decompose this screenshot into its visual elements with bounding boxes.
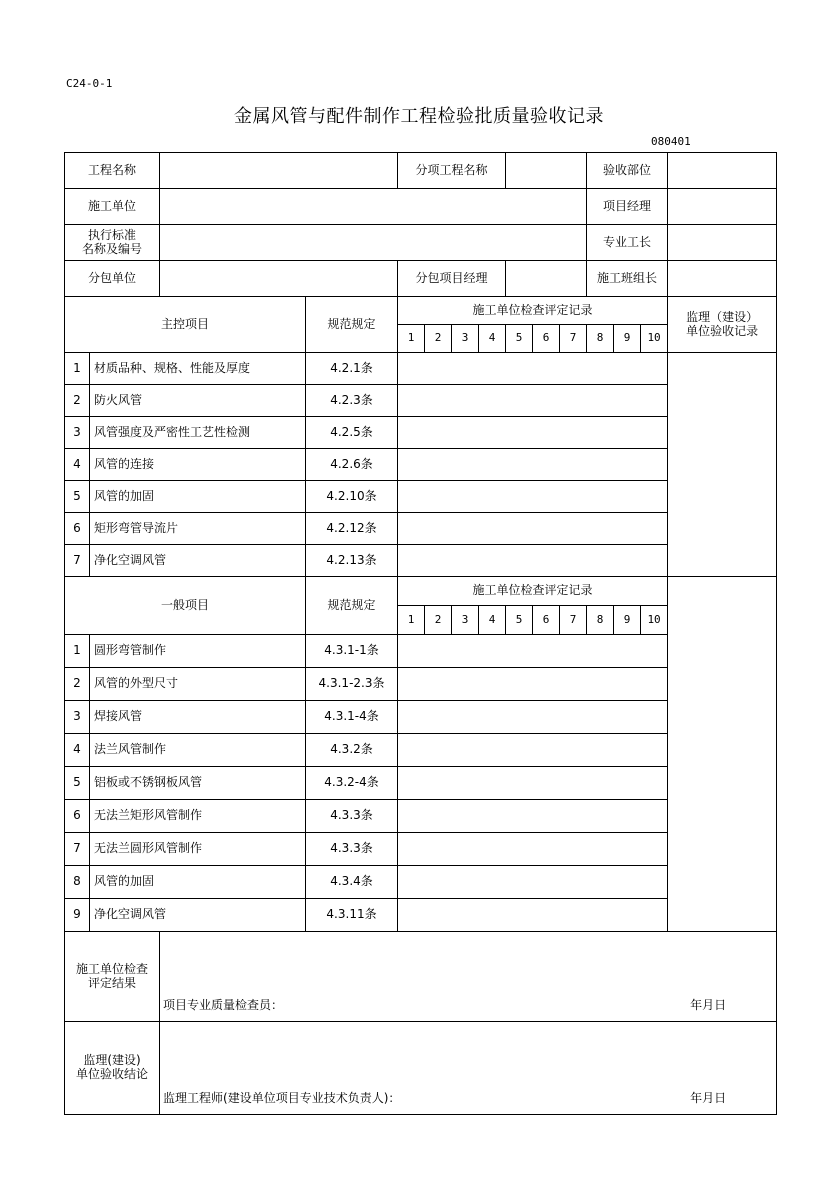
item-name: 无法兰矩形风管制作	[90, 800, 306, 833]
item-number: 8	[65, 866, 90, 899]
item-record-field[interactable]	[398, 734, 668, 767]
item-number: 9	[65, 899, 90, 932]
item-name: 风管强度及严密性工艺性检测	[90, 417, 306, 449]
item-record-field[interactable]	[398, 899, 668, 932]
item-spec: 4.2.10条	[306, 481, 398, 513]
item-name: 风管的加固	[90, 481, 306, 513]
item-name: 铝板或不锈钢板风管	[90, 767, 306, 800]
item-spec: 4.2.12条	[306, 513, 398, 545]
result-label-line1: 施工单位检查	[76, 961, 149, 976]
main-supervisor-field[interactable]	[668, 353, 777, 577]
col-number: 3	[452, 606, 479, 635]
item-record-field[interactable]	[398, 545, 668, 577]
item-spec: 4.3.3条	[306, 800, 398, 833]
conclusion-label	[65, 1022, 160, 1115]
header-row	[65, 261, 777, 297]
conclusion-field[interactable]	[160, 1022, 777, 1115]
col-number: 6	[533, 325, 560, 353]
subcontract-unit-label: 分包单位	[65, 261, 160, 297]
result-row	[65, 932, 777, 1022]
col-number: 4	[479, 325, 506, 353]
item-number: 4	[65, 449, 90, 481]
date-label: 年月日	[690, 998, 727, 1013]
item-name: 圆形弯管制作	[90, 635, 306, 668]
item-number: 5	[65, 767, 90, 800]
form-number: 080401	[651, 135, 691, 148]
main-record-label: 施工单位检查评定记录	[398, 297, 668, 325]
subcontract-unit-field[interactable]	[160, 261, 398, 297]
item-spec: 4.2.6条	[306, 449, 398, 481]
project-name-label: 工程名称	[65, 153, 160, 189]
item-name: 风管的外型尺寸	[90, 668, 306, 701]
item-name: 无法兰圆形风管制作	[90, 833, 306, 866]
item-name: 风管的连接	[90, 449, 306, 481]
item-spec: 4.3.3条	[306, 833, 398, 866]
item-record-field[interactable]	[398, 635, 668, 668]
item-spec: 4.2.1条	[306, 353, 398, 385]
item-number: 3	[65, 417, 90, 449]
item-record-field[interactable]	[398, 800, 668, 833]
standard-label-line2: 名称及编号	[82, 241, 143, 256]
table-row	[65, 353, 777, 385]
result-label	[65, 932, 160, 1022]
item-name: 防火风管	[90, 385, 306, 417]
item-record-field[interactable]	[398, 385, 668, 417]
item-number: 4	[65, 734, 90, 767]
item-spec: 4.3.1-2.3条	[306, 668, 398, 701]
col-number: 9	[614, 606, 641, 635]
header-row	[65, 189, 777, 225]
item-name: 净化空调风管	[90, 899, 306, 932]
col-number: 9	[614, 325, 641, 353]
result-field[interactable]	[160, 932, 777, 1022]
item-number: 1	[65, 353, 90, 385]
item-spec: 4.3.1-4条	[306, 701, 398, 734]
col-number: 2	[425, 325, 452, 353]
specialty-foreman-label: 专业工长	[587, 225, 668, 261]
inspector-label: 项目专业质量检查员：	[163, 998, 284, 1013]
item-record-field[interactable]	[398, 767, 668, 800]
subcontract-manager-label: 分包项目经理	[398, 261, 506, 297]
col-number: 8	[587, 325, 614, 353]
item-record-field[interactable]	[398, 513, 668, 545]
supervisor-label-line2: 单位验收记录	[686, 323, 759, 338]
item-spec: 4.3.2条	[306, 734, 398, 767]
col-number: 6	[533, 606, 560, 635]
col-number: 1	[398, 606, 425, 635]
col-number: 7	[560, 325, 587, 353]
general-record-label: 施工单位检查评定记录	[398, 577, 668, 606]
page-title: 金属风管与配件制作工程检验批质量验收记录	[234, 106, 604, 127]
item-name: 材质品种、规格、性能及厚度	[90, 353, 306, 385]
general-supervisor-field[interactable]	[668, 577, 777, 932]
conclusion-label-line2: 单位验收结论	[76, 1067, 149, 1081]
construction-unit-label: 施工单位	[65, 189, 160, 225]
standard-label-line1: 执行标准	[88, 227, 137, 242]
supervisor-label-line1: 监理（建设）	[686, 309, 759, 324]
standard-label	[65, 225, 160, 261]
item-spec: 4.3.2-4条	[306, 767, 398, 800]
item-name: 法兰风管制作	[90, 734, 306, 767]
main-section-label: 主控项目	[65, 297, 306, 353]
general-section-label: 一般项目	[65, 577, 306, 635]
general-spec-label: 规范规定	[306, 577, 398, 635]
acceptance-part-label: 验收部位	[587, 153, 668, 189]
col-number: 5	[506, 325, 533, 353]
item-number: 3	[65, 701, 90, 734]
item-record-field[interactable]	[398, 417, 668, 449]
supervisor-record-label	[668, 297, 777, 353]
item-number: 7	[65, 833, 90, 866]
col-number: 10	[641, 606, 668, 635]
sub-project-name-label: 分项工程名称	[398, 153, 506, 189]
acceptance-part-field[interactable]	[668, 153, 777, 189]
item-number: 5	[65, 481, 90, 513]
item-spec: 4.2.5条	[306, 417, 398, 449]
subcontract-manager-field[interactable]	[506, 261, 587, 297]
main-section-header	[65, 297, 777, 325]
inspection-form-table	[64, 152, 777, 1115]
conclusion-row	[65, 1022, 777, 1115]
item-number: 2	[65, 385, 90, 417]
item-number: 6	[65, 800, 90, 833]
item-spec: 4.2.13条	[306, 545, 398, 577]
engineer-label: 监理工程师(建设单位项目专业技术负责人)：	[163, 1091, 401, 1106]
main-spec-label: 规范规定	[306, 297, 398, 353]
specialty-foreman-field[interactable]	[668, 225, 777, 261]
date-label: 年月日	[690, 1091, 727, 1106]
col-number: 5	[506, 606, 533, 635]
item-spec: 4.3.11条	[306, 899, 398, 932]
col-number: 10	[641, 325, 668, 353]
conclusion-label-line1: 监理(建设)	[83, 1053, 141, 1068]
project-manager-field[interactable]	[668, 189, 777, 225]
item-name: 风管的加固	[90, 866, 306, 899]
form-code: C24-0-1	[66, 77, 113, 90]
item-spec: 4.3.1-1条	[306, 635, 398, 668]
project-manager-label: 项目经理	[587, 189, 668, 225]
sub-project-name-field[interactable]	[506, 153, 587, 189]
item-record-field[interactable]	[398, 668, 668, 701]
item-name: 矩形弯管导流片	[90, 513, 306, 545]
project-name-field[interactable]	[160, 153, 398, 189]
item-record-field[interactable]	[398, 481, 668, 513]
item-spec: 4.2.3条	[306, 385, 398, 417]
general-section-header	[65, 577, 777, 606]
standard-field[interactable]	[160, 225, 587, 261]
col-number: 2	[425, 606, 452, 635]
header-row	[65, 153, 777, 189]
item-number: 6	[65, 513, 90, 545]
item-spec: 4.3.4条	[306, 866, 398, 899]
item-record-field[interactable]	[398, 866, 668, 899]
item-name: 净化空调风管	[90, 545, 306, 577]
item-name: 焊接风管	[90, 701, 306, 734]
item-record-field[interactable]	[398, 701, 668, 734]
header-row	[65, 225, 777, 261]
col-number: 7	[560, 606, 587, 635]
item-number: 1	[65, 635, 90, 668]
team-leader-label: 施工班组长	[587, 261, 668, 297]
col-number: 4	[479, 606, 506, 635]
col-number: 8	[587, 606, 614, 635]
item-number: 7	[65, 545, 90, 577]
construction-unit-field[interactable]	[160, 189, 587, 225]
item-number: 2	[65, 668, 90, 701]
result-label-line2: 评定结果	[88, 975, 137, 990]
team-leader-field[interactable]	[668, 261, 777, 297]
col-number: 3	[452, 325, 479, 353]
item-record-field[interactable]	[398, 833, 668, 866]
item-record-field[interactable]	[398, 449, 668, 481]
col-number: 1	[398, 325, 425, 353]
item-record-field[interactable]	[398, 353, 668, 385]
